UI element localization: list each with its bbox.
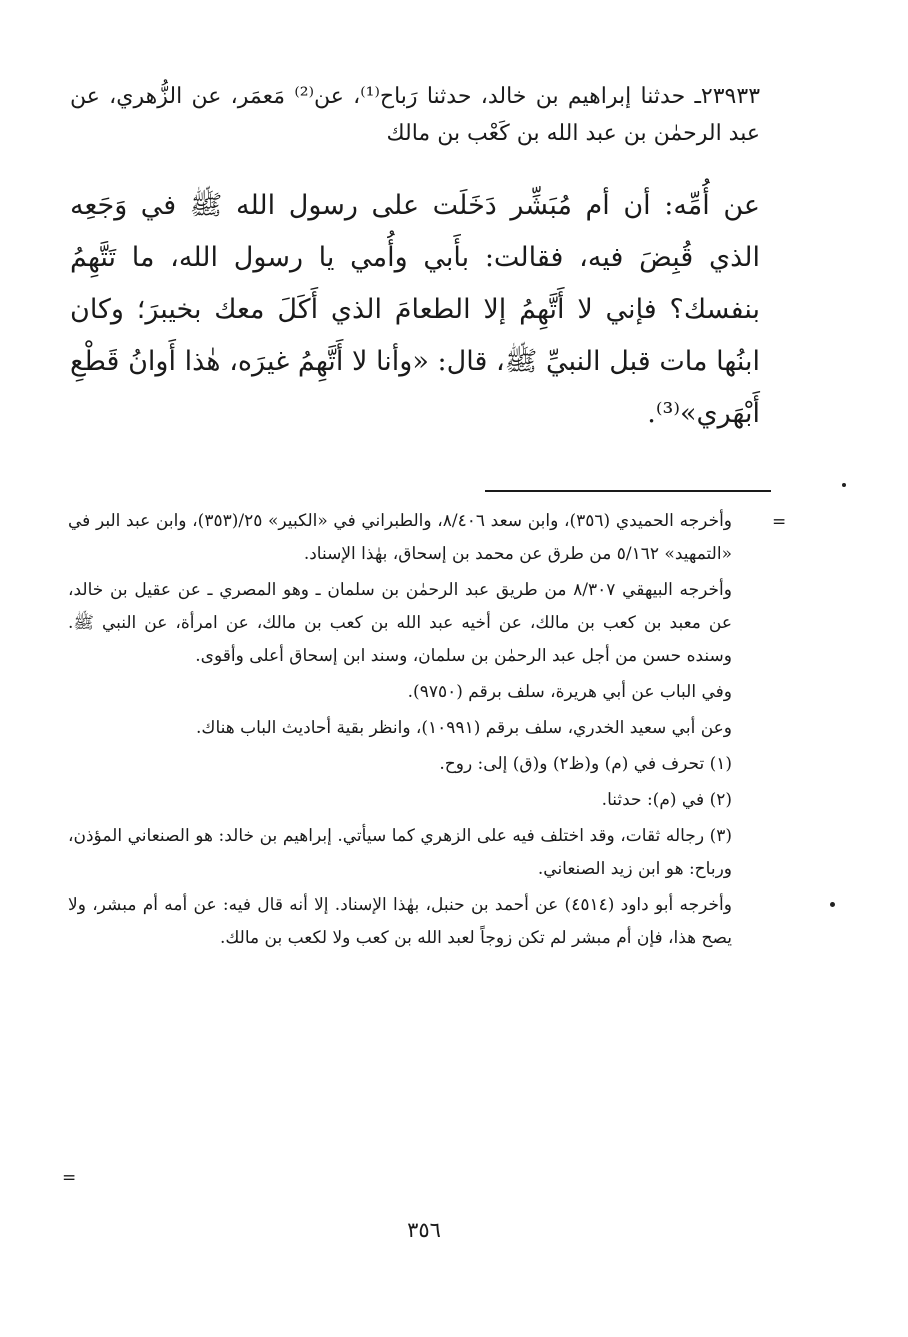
- footnote-separator: [485, 490, 771, 492]
- hadith-matn: عن أُمِّه: أن أم مُبَشِّر دَخَلَت على رسول الله ﷺ في وَجَعِه الذي قُبِضَ فيه، فقالت: بأَبي وأُمي يا رسول الله، ما تَتَّهِمُ بنفسك؟ فإني لا أَتَّهِمُ إلا الطعامَ الذي أَكَلَ معك بخيبرَ؛ وكان ابنُها مات قبل النبيِّ ﷺ، قال: «وأنا لا أَتَّهِمُ غيرَه، هٰذا أَوانُ قَطْعِ أَبْهَري»⁽³⁾.: [70, 190, 760, 429]
- footnote-3: (٣) رجاله ثقات، وقد اختلف فيه على الزهري كما سيأتي. إبراهيم بن خالد: هو الصنعاني المؤذن، ورباح: هو ابن زيد الصنعاني.: [68, 826, 732, 879]
- scan-speck: [830, 902, 835, 907]
- footnote-paragraph: وفي الباب عن أبي هريرة، سلف برقم (٩٧٥٠).: [407, 682, 732, 702]
- continuation-marker-end: =: [62, 1168, 77, 1188]
- footnote-1: (١) تحرف في (م) و(ظ٢) و(ق) إلى: روح.: [439, 754, 732, 774]
- footnote-paragraph: وأخرجه الحميدي (٣٥٦)، وابن سعد ٨/٤٠٦، والطبراني في «الكبير» ٢٥/(٣٥٣)، وابن عبد البر في «التمهيد» ٥/١٦٢ من طرق عن محمد بن إسحاق، بهٰذا الإسناد.: [68, 511, 733, 564]
- hadith-isnad: ٢٣٩٣٣ـ حدثنا إبراهيم بن خالد، حدثنا رَباح⁽¹⁾، عن⁽²⁾ مَعمَر، عن الزُّهري، عن عبد الرحمٰن بن عبد الله بن كَعْب بن مالك: [70, 84, 761, 146]
- footnote-paragraph: وأخرجه البيهقي ٨/٣٠٧ من طريق عبد الرحمٰن بن سلمان ـ وهو المصري ـ عن عقيل بن خالد، عن معبد بن كعب بن مالك، عن أخيه عبد الله بن كعب بن مالك، عن امرأة، عن النبي ﷺ. وسنده حسن من أجل عبد الرحمٰن بن سلمان، وسند ابن إسحاق أعلى وأقوى.: [68, 580, 732, 666]
- scan-speck: [842, 483, 846, 487]
- footnote-2: (٢) في (م): حدثنا.: [601, 790, 732, 810]
- continuation-marker-start: =: [772, 512, 787, 532]
- footnote-paragraph: وعن أبي سعيد الخدري، سلف برقم (١٠٩٩١)، وانظر بقية أحاديث الباب هناك.: [196, 718, 732, 738]
- page-number: ٣٥٦: [407, 1218, 441, 1242]
- footnotes: [68, 505, 762, 958]
- footnote-paragraph: وأخرجه أبو داود (٤٥١٤) عن أحمد بن حنبل، بهٰذا الإسناد. إلا أنه قال فيه: عن أمه أم مبشر، ولا يصح هذا، فإن أم مبشر لم تكن زوجاً لعبد الله بن كعب ولا لكعب بن مالك.: [68, 895, 732, 948]
